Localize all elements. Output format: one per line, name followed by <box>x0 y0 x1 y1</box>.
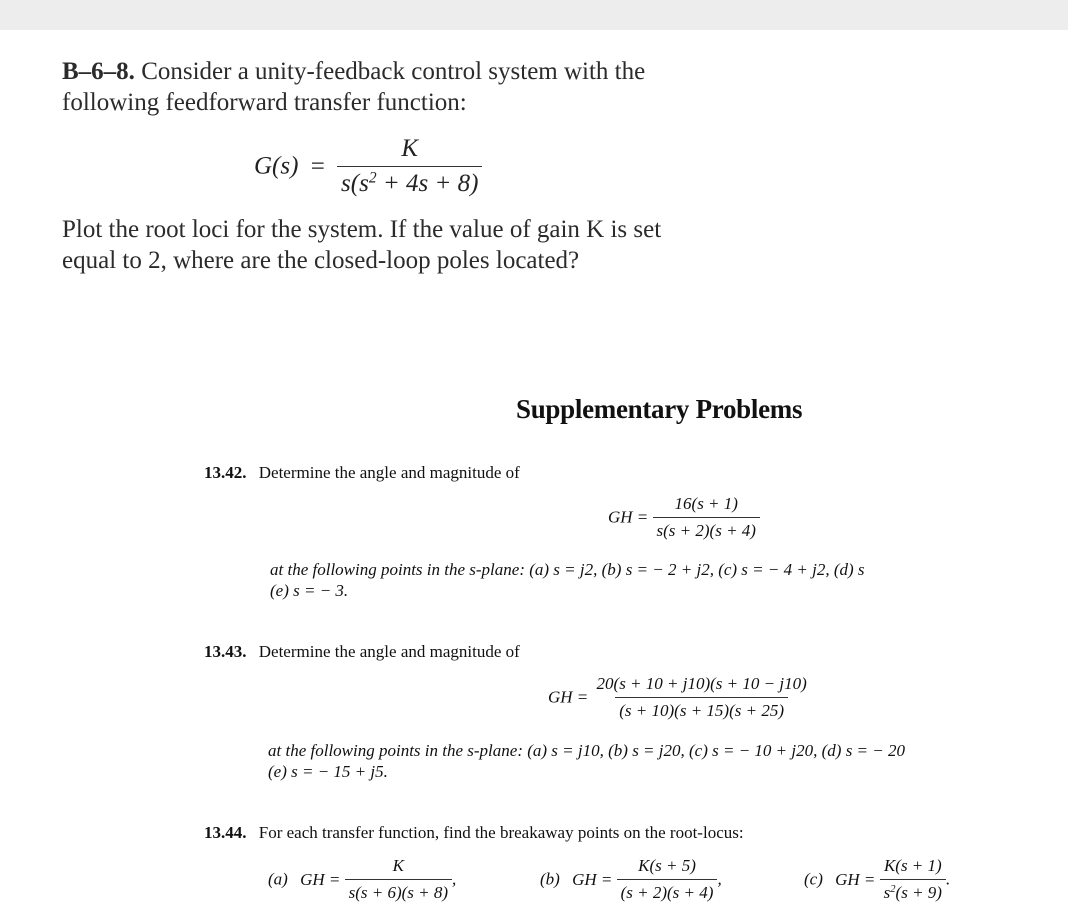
supplementary-heading: Supplementary Problems <box>516 394 803 424</box>
p43-points-line1: at the following points in the s-plane: (a) s = j10, (b) s = j20, (c) s = − 10 + j20, (d) s = − 20 <box>268 741 906 760</box>
eq-den-pre: s(s <box>341 170 369 197</box>
p42-header <box>204 463 520 483</box>
p43-numerator: 20(s + 10 + j10)(s + 10 − j10) <box>596 674 807 693</box>
p42-denominator: s(s + 2)(s + 4) <box>653 517 760 541</box>
eq-denominator <box>337 166 482 198</box>
problem-b-line3: Plot the root loci for the system. If the value of gain K is set <box>62 216 662 243</box>
p43-fraction <box>593 674 811 721</box>
p44-b-sep: , <box>717 869 722 889</box>
eq-den-exp: 2 <box>368 169 377 187</box>
eq-equals: = <box>310 152 325 180</box>
p44-c-fraction <box>880 856 946 903</box>
p42-numerator: 16(s + 1) <box>674 494 738 513</box>
p44-part-b <box>540 856 722 903</box>
problem-b-label: B–6–8. <box>62 58 135 85</box>
p44-a-numerator: K <box>392 856 404 875</box>
problem-b-text1: Consider a unity-feedback control system with the <box>141 58 646 85</box>
eq-fraction <box>337 135 482 198</box>
p42-points-line2: (e) s = − 3. <box>270 581 349 600</box>
p44-c-denominator <box>880 879 946 903</box>
eq-lhs: G(s) <box>254 152 299 180</box>
p44-c-den-exp: 2 <box>890 884 896 896</box>
p44-b-gh: GH = <box>572 869 613 889</box>
p44-b-numerator: K(s + 5) <box>638 856 696 875</box>
p44-b-denominator: (s + 2)(s + 4) <box>617 879 718 903</box>
p44-c-label: (c) <box>804 869 823 889</box>
p44-c-den-pre: s <box>883 883 891 902</box>
p44-c-numerator: K(s + 1) <box>883 856 942 875</box>
p43-equation <box>548 674 811 721</box>
p44-header <box>204 823 744 843</box>
p43-gh: GH = <box>548 687 589 707</box>
p44-c-sep: . <box>945 869 951 889</box>
problem-b-equation <box>254 135 482 198</box>
p43-points-line2: (e) s = − 15 + j5. <box>268 762 388 781</box>
problem-b-line4: equal to 2, where are the closed-loop poles located? <box>62 247 580 274</box>
p44-a-label: (a) <box>268 869 288 889</box>
eq-den-post: + 4s + 8) <box>376 170 479 197</box>
p44-label: 13.44. <box>204 823 247 842</box>
p42-label: 13.42. <box>204 463 247 482</box>
top-bar <box>0 0 1068 30</box>
p42-fraction <box>653 494 760 541</box>
p44-part-a <box>268 856 456 903</box>
p43-label: 13.43. <box>204 642 247 661</box>
p44-c-den-post: (s + 9) <box>895 883 942 902</box>
p44-text: For each transfer function, find the breakaway points on the root-locus: <box>258 823 744 842</box>
p42-equation <box>608 494 760 541</box>
problem-b-line1 <box>62 56 645 87</box>
p42-text: Determine the angle and magnitude of <box>258 463 520 482</box>
p44-b-fraction <box>617 856 718 903</box>
p44-a-gh: GH = <box>300 869 341 889</box>
p43-header <box>204 642 520 662</box>
p44-b-label: (b) <box>540 869 560 889</box>
p43-text: Determine the angle and magnitude of <box>258 642 520 661</box>
p44-part-c <box>804 856 950 903</box>
p42-gh: GH = <box>608 507 649 527</box>
problem-b-line2: following feedforward transfer function: <box>62 89 467 116</box>
p42-points-line1: at the following points in the s-plane: (a) s = j2, (b) s = − 2 + j2, (c) s = − 4 + j2, (d) s <box>270 560 865 579</box>
p44-a-sep: , <box>452 869 457 889</box>
eq-numerator: K <box>401 135 419 162</box>
p43-denominator: (s + 10)(s + 15)(s + 25) <box>615 697 788 721</box>
p44-c-gh: GH = <box>835 869 876 889</box>
p44-a-fraction <box>345 856 452 903</box>
p44-a-denominator: s(s + 6)(s + 8) <box>345 879 452 903</box>
